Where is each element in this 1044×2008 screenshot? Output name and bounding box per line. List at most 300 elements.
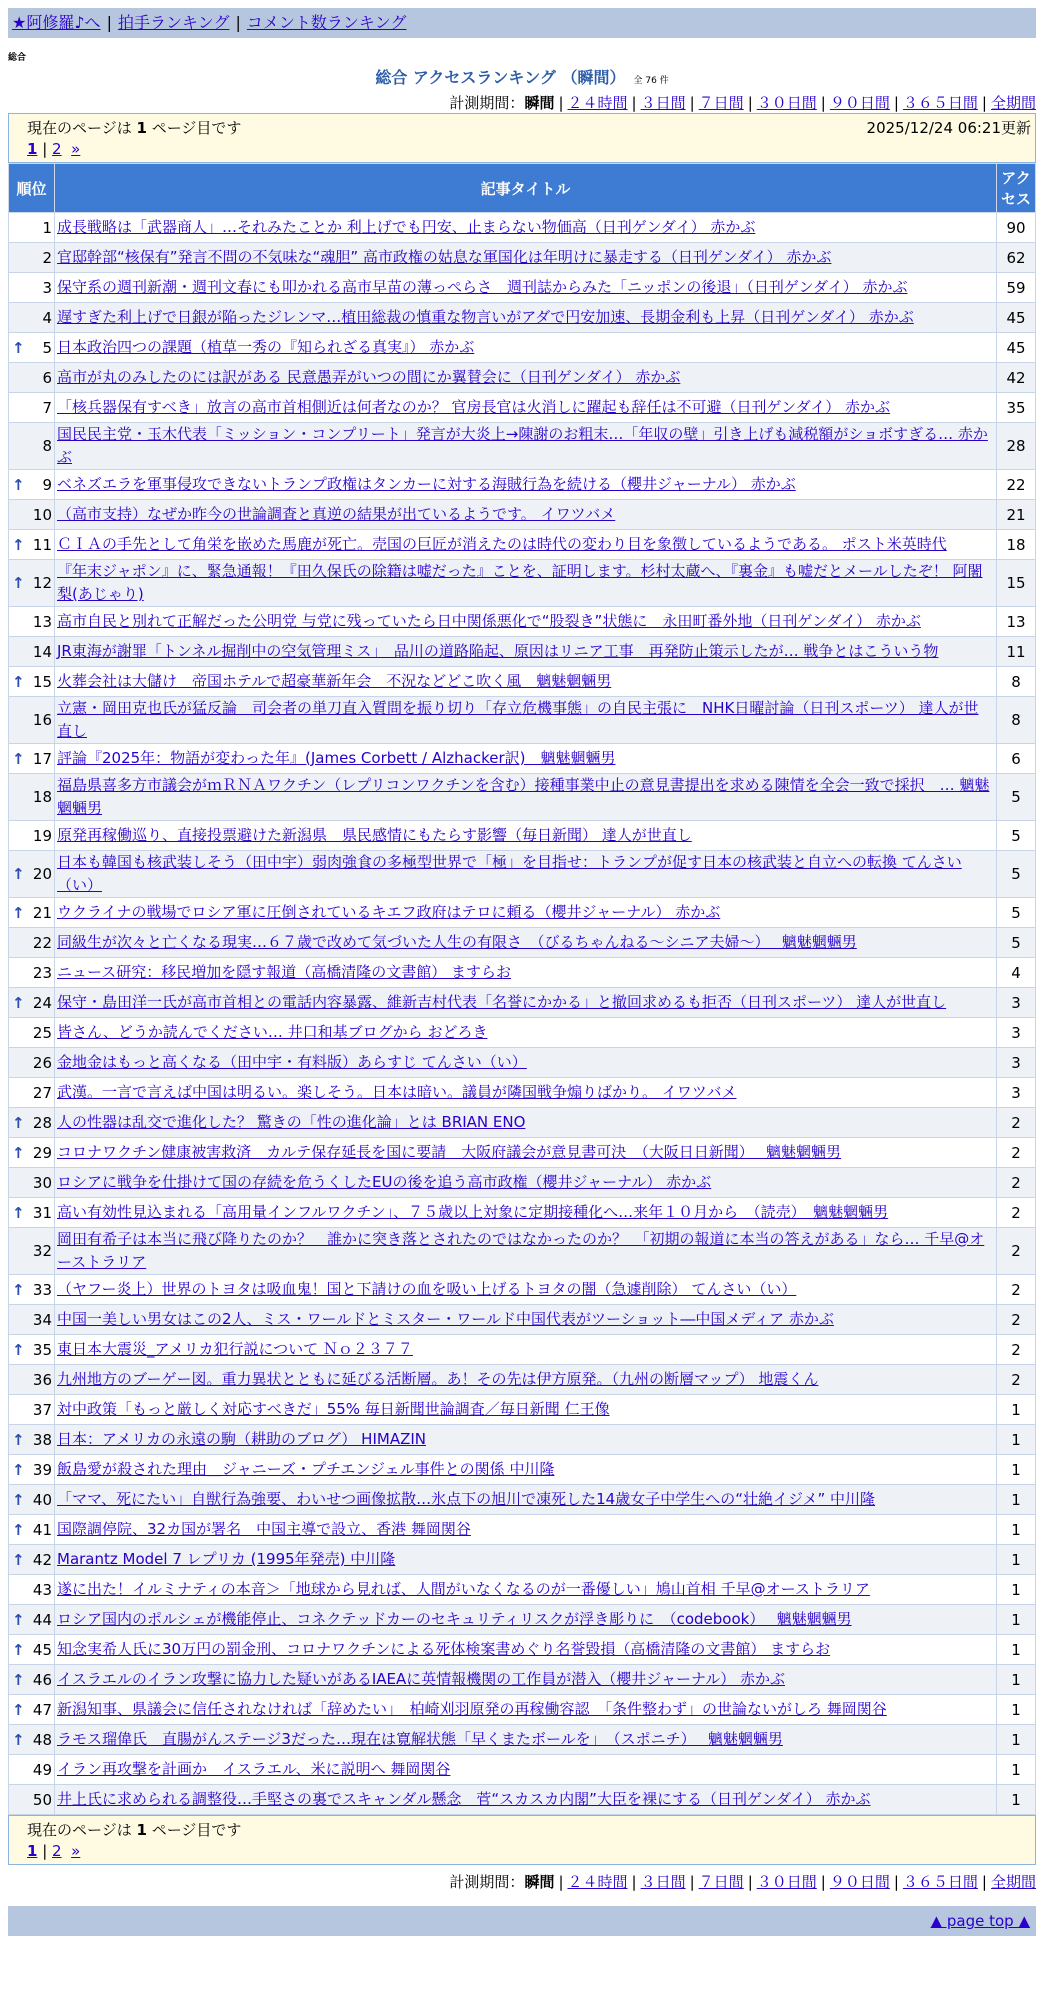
rank-cell — [9, 1515, 55, 1545]
rank-number: 49 — [32, 1760, 52, 1779]
article-link[interactable]: 保守系の週刊新潮・週刊文春にも叩かれる高市早苗の薄っぺらさ 週刊誌からみた「ニッポンの後退」（日刊ゲンダイ） 赤かぶ — [57, 278, 908, 296]
article-link[interactable]: コロナワクチン健康被害救済 カルテ保存延長を国に要請 大阪府議会が意見書可決 （大阪日日新聞） 魑魅魍魎男 — [57, 1143, 842, 1161]
article-link[interactable]: 高市自民と別れて正解だった公明党 与党に残っていたら日中関係悪化で“股裂き”状態に 永田町番外地（日刊ゲンダイ） 赤かぶ — [57, 612, 921, 630]
rank-cell — [9, 470, 55, 500]
table-row — [9, 423, 1036, 470]
table-row — [9, 393, 1036, 423]
access-count: 3 — [997, 1018, 1036, 1048]
table-row — [9, 1725, 1036, 1755]
table-row — [9, 1335, 1036, 1365]
title-cell — [55, 1695, 997, 1725]
rank-number: 37 — [32, 1400, 52, 1419]
rank-number: 29 — [32, 1143, 52, 1162]
article-link[interactable]: 東日本大震災_アメリカ犯行説について Ｎｏ２３７７ — [57, 1340, 413, 1358]
period-link[interactable]: ２４時間 — [567, 1873, 628, 1891]
article-link[interactable]: 高市が丸のみしたのには訳がある 民意愚弄がいつの間にか翼賛会に（日刊ゲンダイ） 赤かぶ — [57, 368, 681, 386]
table-row — [9, 1365, 1036, 1395]
rank-cell — [9, 1108, 55, 1138]
home-link[interactable]: ★阿修羅♪へ — [12, 13, 101, 32]
table-row — [9, 667, 1036, 697]
rank-number: 44 — [32, 1610, 52, 1629]
rank-number: 38 — [32, 1430, 52, 1449]
article-link[interactable]: 遂に出た！イルミナティの本音＞「地球から見れば、人間がいなくなるのが一番優しい」鳩山首相 千早@オーストラリア — [57, 1580, 870, 1598]
title-cell — [55, 1665, 997, 1695]
table-row — [9, 821, 1036, 851]
period-link[interactable]: ２４時間 — [567, 94, 628, 112]
up-arrow-icon: ↑ — [12, 1610, 25, 1629]
rank-number: 11 — [32, 535, 52, 554]
access-count: 3 — [997, 988, 1036, 1018]
period-link[interactable]: ３日間 — [640, 1873, 686, 1891]
pagination-bottom: 現在のページは 1 ページ目です 1 | 2 » — [8, 1815, 1036, 1865]
period-link[interactable]: ３６５日間 — [902, 1873, 978, 1891]
table-row — [9, 898, 1036, 928]
article-link[interactable]: 皆さん、どうか読んでください… 井口和基ブログから おどろき — [57, 1023, 488, 1041]
next-page-link[interactable]: » — [71, 1842, 81, 1860]
rank-cell — [9, 898, 55, 928]
article-link[interactable]: ベネズエラを軍事侵攻できないトランプ政権はタンカーに対する海賊行為を続ける（櫻井ジャーナル） 赤かぶ — [57, 475, 796, 493]
total-count: 全 76 件 — [633, 76, 669, 86]
rank-cell — [9, 1725, 55, 1755]
rank-cell — [9, 333, 55, 363]
rank-cell — [9, 363, 55, 393]
article-link[interactable]: 武漢。一言で言えば中国は明るい。楽しそう。日本は暗い。議員が隣国戦争煽りばかり。 イワツバメ — [57, 1083, 737, 1101]
title-cell — [55, 1138, 997, 1168]
article-link[interactable]: 対中政策「もっと厳しく対応すべきだ」55% 毎日新聞世論調査／毎日新聞 仁王像 — [57, 1400, 610, 1418]
article-link[interactable]: JR東海が謝罪「トンネル掘削中の空気管理ミス」 品川の道路陥起、原因はリニア工事 再発防止策示したが… 戦争とはこういう物 — [57, 642, 939, 660]
rank-number: 3 — [42, 278, 52, 297]
rank-number: 15 — [32, 672, 52, 691]
article-link[interactable]: 火葬会社は大儲け 帝国ホテルで超豪華新年会 不況などどこ吹く風 魑魅魍魎男 — [57, 672, 612, 690]
rank-cell — [9, 988, 55, 1018]
title-cell — [55, 958, 997, 988]
access-count: 42 — [997, 363, 1036, 393]
article-link[interactable]: 遅すぎた利上げで日銀が陥ったジレンマ…植田総裁の慎重な物言いがアダで円安加速、長期金利も上昇（日刊ゲンダイ） 赤かぶ — [57, 308, 914, 326]
table-row — [9, 273, 1036, 303]
title-cell — [55, 1605, 997, 1635]
table-row — [9, 1168, 1036, 1198]
article-link[interactable]: 知念実希人氏に30万円の罰金刑、コロナワクチンによる死体検案書めぐり名誉毀損（高橋清隆の文書館） ますらお — [57, 1640, 831, 1658]
access-count: 45 — [997, 333, 1036, 363]
access-count: 1 — [997, 1635, 1036, 1665]
title-cell — [55, 423, 997, 470]
rank-cell — [9, 500, 55, 530]
page-link[interactable]: 2 — [52, 140, 62, 158]
up-arrow-icon: ↑ — [12, 574, 25, 592]
up-arrow-icon: ↑ — [12, 1700, 25, 1719]
rank-number: 20 — [32, 865, 52, 883]
rank-number: 2 — [42, 248, 52, 267]
article-link[interactable]: 原発再稼働巡り、直接投票避けた新潟県 県民感情にもたらす影響（毎日新聞） 達人が世直し — [57, 826, 692, 844]
title-cell — [55, 1425, 997, 1455]
rank-number: 1 — [42, 218, 52, 237]
table-row — [9, 1485, 1036, 1515]
next-page-link[interactable]: » — [71, 140, 81, 158]
header-access: アクセス — [997, 164, 1036, 213]
period-current: 瞬間 — [524, 94, 555, 112]
pagination-top: 現在のページは 1 ページ目です 2025/12/24 06:21更新 1 | 2 » — [8, 113, 1036, 163]
rank-cell — [9, 1665, 55, 1695]
article-link[interactable]: 人の性器は乱交で進化した？ 驚きの「性の進化論」とは BRIAN ENO — [57, 1113, 526, 1131]
rank-number: 40 — [32, 1490, 52, 1509]
article-link[interactable]: 「ママ、死にたい」自獣行為強要、わいせつ画像拡散…氷点下の旭川で凍死した14歳女子中学生への“壮絶イジメ” 中川隆 — [57, 1490, 876, 1508]
up-arrow-icon: ↑ — [12, 993, 25, 1012]
rank-cell — [9, 928, 55, 958]
article-link[interactable]: 官邸幹部“核保有”発言不問の不気味な“魂胆” 高市政権の姑息な軍国化は年明けに暴走する（日刊ゲンダイ） 赤かぶ — [57, 248, 832, 266]
table-row — [9, 243, 1036, 273]
title-cell — [55, 851, 997, 898]
period-link[interactable]: ３６５日間 — [902, 94, 978, 112]
table-row — [9, 1425, 1036, 1455]
up-arrow-icon: ↑ — [12, 1340, 25, 1359]
page-link-current[interactable]: 1 — [27, 140, 38, 158]
article-link[interactable]: 福島県喜多方市議会がｍＲＮＡワクチン（レプリコンワクチンを含む）接種事業中止の意見書提出を求める陳情を全会一致で採択 … 魑魅魍魎男 — [57, 776, 990, 817]
top-navigation: ★阿修羅♪へ | 拍手ランキング | コメント数ランキング — [8, 8, 1036, 38]
table-row — [9, 637, 1036, 667]
article-link[interactable]: （高市支持）なぜか昨今の世論調査と真逆の結果が出ているようです。 イワツバメ — [57, 505, 616, 523]
article-link[interactable]: ウクライナの戦場でロシア軍に圧倒されているキエフ政府はテロに頼る（櫻井ジャーナル） 赤かぶ — [57, 903, 721, 921]
access-count: 59 — [997, 273, 1036, 303]
updated-timestamp: 2025/12/24 06:21更新 — [866, 119, 1031, 137]
rank-number: 35 — [32, 1340, 52, 1359]
period-link[interactable]: 全期間 — [990, 1873, 1036, 1891]
article-link[interactable]: 保守・島田洋一氏が高市首相との電話内容暴露、維新吉村代表「名誉にかかる」と撤回求めるも拒否（日刊スポーツ） 達人が世直し — [57, 993, 947, 1011]
access-count: 8 — [997, 697, 1036, 744]
rank-number: 32 — [32, 1242, 52, 1260]
table-row — [9, 744, 1036, 774]
rank-number: 28 — [32, 1113, 52, 1132]
rank-number: 50 — [32, 1790, 52, 1809]
rank-number: 36 — [32, 1370, 52, 1389]
access-count: 1 — [997, 1485, 1036, 1515]
access-count: 15 — [997, 560, 1036, 607]
title-cell — [55, 1108, 997, 1138]
title-cell — [55, 1275, 997, 1305]
table-row — [9, 1395, 1036, 1425]
rank-number: 5 — [42, 338, 52, 357]
page-title-text: 総合 アクセスランキング （瞬間） — [375, 68, 626, 87]
period-link[interactable]: ９０日間 — [829, 1873, 890, 1891]
rank-cell — [9, 560, 55, 607]
article-link[interactable]: ロシアに戦争を仕掛けて国の存続を危うくしたEUの後を追う高市政権（櫻井ジャーナル） 赤かぶ — [57, 1173, 712, 1191]
table-row — [9, 1575, 1036, 1605]
up-arrow-icon: ↑ — [12, 1520, 25, 1539]
period-link[interactable]: ９０日間 — [829, 94, 890, 112]
rank-cell — [9, 821, 55, 851]
rank-cell — [9, 1455, 55, 1485]
access-count: 3 — [997, 1078, 1036, 1108]
title-cell — [55, 988, 997, 1018]
period-nav-top: 計測期間：瞬間 | ２４時間 | ３日間 | ７日間 | ３０日間 | ９０日間 | ３６５日間 | 全期間 — [449, 94, 1036, 112]
rank-number: 22 — [32, 933, 52, 952]
access-count: 22 — [997, 470, 1036, 500]
table-row — [9, 1755, 1036, 1785]
ranking-table — [8, 163, 1036, 1815]
article-link[interactable]: 「核兵器保有すべき」放言の高市首相側近は何者なのか？ 官房長官は火消しに躍起も辞任は不可避（日刊ゲンダイ） 赤かぶ — [57, 398, 891, 416]
access-count: 6 — [997, 744, 1036, 774]
title-cell — [55, 1365, 997, 1395]
rank-cell — [9, 1305, 55, 1335]
title-cell — [55, 470, 997, 500]
table-row — [9, 1515, 1036, 1545]
table-row — [9, 1785, 1036, 1815]
article-link[interactable]: ラモス瑠偉氏 直腸がんステージ3だった…現在は寛解状態「早くまたボールを」 （スポニチ） 魑魅魍魎男 — [57, 1730, 783, 1748]
rank-number: 24 — [32, 993, 52, 1012]
rank-number: 4 — [42, 308, 52, 327]
rank-number: 47 — [32, 1700, 52, 1719]
rank-number: 7 — [42, 398, 52, 417]
access-count: 62 — [997, 243, 1036, 273]
up-arrow-icon: ↑ — [12, 1430, 25, 1449]
article-link[interactable]: ＣＩＡの手先として角栄を嵌めた馬鹿が死亡。売国の巨匠が消えたのは時代の変わり目を象徴しているようである。 ポスト米英時代 — [57, 535, 947, 553]
page-link-current[interactable]: 1 — [27, 1842, 38, 1860]
current-page-number: 1 — [136, 1821, 147, 1839]
title-cell — [55, 1395, 997, 1425]
title-cell — [55, 637, 997, 667]
up-arrow-icon: ↑ — [12, 1670, 25, 1689]
article-link[interactable]: 九州地方のブーゲー図。重力異状とともに延びる活断層。あ！その先は伊方原発。（九州の断層マップ） 地震くん — [57, 1370, 819, 1388]
page-link[interactable]: 2 — [52, 1842, 62, 1860]
article-link[interactable]: 中国一美しい男女はこの2人、ミス・ワールドとミスター・ワールド中国代表がツーショット―中国メディア 赤かぶ — [57, 1310, 834, 1328]
rank-cell — [9, 1605, 55, 1635]
title-cell — [55, 303, 997, 333]
title-cell — [55, 1575, 997, 1605]
period-link[interactable]: ７日間 — [698, 94, 744, 112]
table-row — [9, 1138, 1036, 1168]
page-top-link[interactable]: ▲ page top ▲ — [930, 1912, 1030, 1930]
table-row — [9, 530, 1036, 560]
rank-number: 23 — [32, 963, 52, 982]
bottom-bar — [8, 1906, 1036, 1936]
rank-number: 18 — [32, 788, 52, 806]
title-cell — [55, 774, 997, 821]
table-row — [9, 333, 1036, 363]
rank-cell — [9, 1168, 55, 1198]
table-row — [9, 928, 1036, 958]
rank-number: 26 — [32, 1053, 52, 1072]
rank-cell — [9, 303, 55, 333]
article-link[interactable]: 井上氏に求められる調整役…手堅さの裏でスキャンダル懸念 菅“スカスカ内閣”大臣を裸にする（日刊ゲンダイ） 赤かぶ — [57, 1790, 871, 1808]
title-cell — [55, 1335, 997, 1365]
up-arrow-icon: ↑ — [12, 475, 25, 494]
title-cell — [55, 363, 997, 393]
article-link[interactable]: 立憲・岡田克也氏が猛反論 司会者の単刀直入質問を振り切り「存立危機事態」の自民主張に NHK日曜討論（日刊スポーツ） 達人が世直し — [57, 699, 979, 740]
rank-number: 19 — [32, 826, 52, 845]
period-link[interactable]: ３日間 — [640, 94, 686, 112]
table-row — [9, 1605, 1036, 1635]
rank-number: 25 — [32, 1023, 52, 1042]
ranking-body — [9, 213, 1036, 1815]
article-link[interactable]: 評論『2025年：物語が変わった年』(James Corbett / Alzhacker訳) 魑魅魍魎男 — [57, 749, 616, 767]
table-row — [9, 1048, 1036, 1078]
rank-number: 46 — [32, 1670, 52, 1689]
access-count: 1 — [997, 1665, 1036, 1695]
article-link[interactable]: 国民民主党・玉木代表「ミッション・コンプリート」発言が大炎上→陳謝のお粗末…「年収の壁」引き上げも減税額がショボすぎる… 赤かぶ — [57, 425, 988, 466]
access-count: 1 — [997, 1455, 1036, 1485]
access-count: 2 — [997, 1198, 1036, 1228]
period-link[interactable]: ３０日間 — [756, 94, 817, 112]
title-cell — [55, 1018, 997, 1048]
rank-cell — [9, 273, 55, 303]
title-cell — [55, 898, 997, 928]
rank-number: 30 — [32, 1173, 52, 1192]
rank-number: 8 — [42, 437, 52, 455]
access-count: 2 — [997, 1108, 1036, 1138]
table-row — [9, 1228, 1036, 1275]
article-link[interactable]: 飯島愛が殺された理由＿ジャニーズ・プチエンジェル事件との関係 中川隆 — [57, 1460, 555, 1478]
title-cell — [55, 928, 997, 958]
table-row — [9, 988, 1036, 1018]
up-arrow-icon: ↑ — [12, 1460, 25, 1479]
rank-cell — [9, 1048, 55, 1078]
table-row — [9, 774, 1036, 821]
rank-cell — [9, 1785, 55, 1815]
period-current: 瞬間 — [524, 1873, 555, 1891]
access-count: 1 — [997, 1725, 1036, 1755]
rank-cell — [9, 213, 55, 243]
article-link[interactable]: 同級生が次々と亡くなる現実…６７歳で改めて気づいた人生の有限さ （びるちゃんねる～シニア夫婦～） 魑魅魍魎男 — [57, 933, 857, 951]
table-row — [9, 470, 1036, 500]
access-count: 5 — [997, 774, 1036, 821]
rank-cell — [9, 1275, 55, 1305]
rank-number: 42 — [32, 1550, 52, 1569]
table-row — [9, 1635, 1036, 1665]
table-row — [9, 1305, 1036, 1335]
title-cell — [55, 1485, 997, 1515]
title-cell — [55, 530, 997, 560]
rank-number: 12 — [32, 574, 52, 592]
rank-cell — [9, 1545, 55, 1575]
article-link[interactable]: ニュース研究：移民増加を隠す報道（高橋清隆の文書館） ますらお — [57, 963, 512, 981]
rank-cell — [9, 744, 55, 774]
up-arrow-icon: ↑ — [12, 1113, 25, 1132]
access-count: 5 — [997, 851, 1036, 898]
title-cell — [55, 821, 997, 851]
rank-cell — [9, 423, 55, 470]
article-link[interactable]: Marantz Model 7 レプリカ (1995年発売) 中川隆 — [57, 1550, 396, 1568]
article-link[interactable]: 日本：アメリカの永遠の駒（耕助のブログ） HIMAZIN — [57, 1430, 426, 1448]
period-nav-bottom: 計測期間：瞬間 | ２４時間 | ３日間 | ７日間 | ３０日間 | ９０日間 | ３６５日間 | 全期間 — [449, 1873, 1036, 1891]
article-link[interactable]: 高い有効性見込まれる「高用量インフルワクチン」、７５歳以上対象に定期接種化へ…来年１０月から （読売） 魑魅魍魎男 — [57, 1203, 889, 1221]
table-row — [9, 560, 1036, 607]
title-cell — [55, 1455, 997, 1485]
article-link[interactable]: 岡田有希子は本当に飛び降りたのか？ 誰かに突き落とされたのではなかったのか？ 「初期の報道に本当の答えがある」なら… 千早@オーストラリア — [57, 1230, 985, 1271]
table-row — [9, 607, 1036, 637]
title-cell — [55, 1755, 997, 1785]
access-count: 1 — [997, 1545, 1036, 1575]
section-tag: 総合 — [8, 53, 27, 63]
title-cell — [55, 1515, 997, 1545]
table-row — [9, 213, 1036, 243]
up-arrow-icon: ↑ — [12, 1143, 25, 1162]
access-count: 5 — [997, 928, 1036, 958]
rank-cell — [9, 1635, 55, 1665]
title-cell — [55, 697, 997, 744]
title-cell — [55, 560, 997, 607]
rank-cell — [9, 243, 55, 273]
table-row — [9, 958, 1036, 988]
period-link[interactable]: ３０日間 — [756, 1873, 817, 1891]
rank-number: 39 — [32, 1460, 52, 1479]
up-arrow-icon: ↑ — [12, 1280, 25, 1299]
comment-ranking-link[interactable]: コメント数ランキング — [246, 13, 407, 32]
rank-cell — [9, 774, 55, 821]
title-cell — [55, 1078, 997, 1108]
article-link[interactable]: 『年末ジャポン』に、緊急通報！『田久保氏の除籍は嘘だった』ことを、証明します。杉村太蔵へ、『裏金』も嘘だとメールしたぞ！ 阿闍梨(あじゃり) — [57, 562, 983, 603]
rank-cell — [9, 851, 55, 898]
access-count: 2 — [997, 1305, 1036, 1335]
title-cell — [55, 744, 997, 774]
current-page-text: 現在のページは 1 ページ目です — [27, 1821, 242, 1839]
access-count: 21 — [997, 500, 1036, 530]
access-count: 2 — [997, 1138, 1036, 1168]
up-arrow-icon: ↑ — [12, 1640, 25, 1659]
rank-number: 14 — [32, 642, 52, 661]
article-link[interactable]: 成長戦略は「武器商人」…それみたことか 利上げでも円安、止まらない物価高（日刊ゲンダイ） 赤かぶ — [57, 218, 756, 236]
rank-cell — [9, 697, 55, 744]
article-link[interactable]: 日本政治四つの課題（植草一秀の『知られざる真実』） 赤かぶ — [57, 338, 475, 356]
table-row — [9, 697, 1036, 744]
up-arrow-icon: ↑ — [12, 1730, 25, 1749]
table-row — [9, 851, 1036, 898]
rank-cell — [9, 1078, 55, 1108]
table-row — [9, 1018, 1036, 1048]
title-cell — [55, 393, 997, 423]
article-link[interactable]: イスラエルのイラン攻撃に協力した疑いがあるIAEAに英情報機関の工作員が潜入（櫻井ジャーナル） 赤かぶ — [57, 1670, 785, 1688]
article-link[interactable]: 日本も韓国も核武装しそう（田中宇）弱肉強食の多極型世界で「極」を目指せ：トランプが促す日本の核武装と自立への転換 てんさい（い） — [57, 853, 962, 894]
article-link[interactable]: 新潟知事、県議会に信任されなければ「辞めたい」 柏崎刈羽原発の再稼働容認 「条件整わず」の世論ないがしろ 舞岡関谷 — [57, 1700, 887, 1718]
rank-cell — [9, 1425, 55, 1455]
period-link[interactable]: ７日間 — [698, 1873, 744, 1891]
access-count: 45 — [997, 303, 1036, 333]
access-count: 2 — [997, 1275, 1036, 1305]
access-count: 2 — [997, 1365, 1036, 1395]
table-row — [9, 1545, 1036, 1575]
rank-cell — [9, 393, 55, 423]
period-link[interactable]: 全期間 — [990, 94, 1036, 112]
title-cell — [55, 1228, 997, 1275]
access-count: 18 — [997, 530, 1036, 560]
rank-number: 45 — [32, 1640, 52, 1659]
article-link[interactable]: 国際調停院、32カ国が署名 中国主導で設立、香港 舞岡関谷 — [57, 1520, 471, 1538]
rank-number: 16 — [32, 711, 52, 729]
access-count: 2 — [997, 1335, 1036, 1365]
access-count: 1 — [997, 1395, 1036, 1425]
title-cell — [55, 1168, 997, 1198]
page-title — [8, 65, 1036, 88]
article-link[interactable]: イラン再攻撃を計画か イスラエル、米に説明へ 舞岡関谷 — [57, 1760, 451, 1778]
article-link[interactable]: ロシア国内のポルシェが機能停止、コネクテッドカーのセキュリティリスクが浮き彫りに （codebook） 魑魅魍魎男 — [57, 1610, 852, 1628]
up-arrow-icon: ↑ — [12, 1490, 25, 1509]
header-title: 記事タイトル — [55, 164, 997, 213]
rank-cell — [9, 1365, 55, 1395]
access-count: 1 — [997, 1515, 1036, 1545]
title-cell — [55, 1785, 997, 1815]
title-cell — [55, 273, 997, 303]
rank-number: 27 — [32, 1083, 52, 1102]
applause-ranking-link[interactable]: 拍手ランキング — [117, 13, 230, 32]
article-link[interactable]: （ヤフー炎上）世界のトヨタは吸血鬼！国と下請けの血を吸い上げるトヨタの闇（急遽削除） てんさい（い） — [57, 1280, 797, 1298]
rank-number: 9 — [42, 475, 52, 494]
rank-cell — [9, 1755, 55, 1785]
article-link[interactable]: 金地金はもっと高くなる（田中宇・有料版）あらすじ てんさい（い） — [57, 1053, 527, 1071]
up-arrow-icon: ↑ — [12, 338, 25, 357]
rank-cell — [9, 1395, 55, 1425]
up-arrow-icon: ↑ — [12, 1203, 25, 1222]
rank-number: 17 — [32, 749, 52, 768]
rank-cell — [9, 1198, 55, 1228]
rank-cell — [9, 1575, 55, 1605]
